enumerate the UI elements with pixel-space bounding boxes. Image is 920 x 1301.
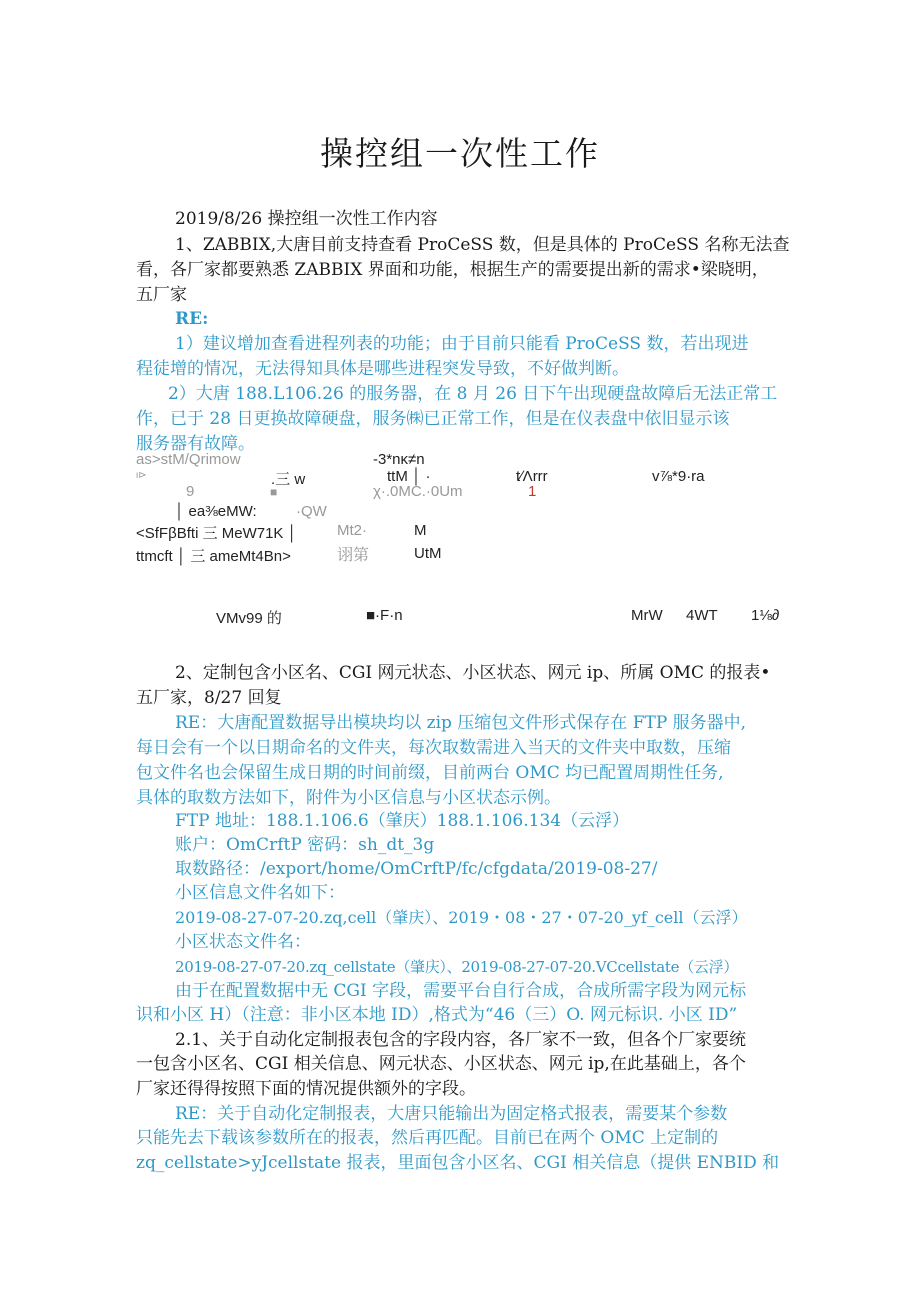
re3-line2: 每日会有一个以日期命名的文件夹，每次取数需进入当天的文件夹中取数，压缩 <box>136 738 731 758</box>
garbled-text: 诩第 <box>337 547 370 564</box>
re2-line2: 作，已于 28 日更换故障硬盘，服务㈱已正常工作，但是在仪表盘中依旧显示该 <box>136 409 730 429</box>
item1-line2: 看，各厂家都要熟悉 ZABBIX 界面和功能，根据生产的需要提出新的需求•梁晓明， <box>136 260 769 280</box>
re3-line1: RE：大唐配置数据导出模块均以 zip 压缩包文件形式保存在 FTP 服务器中, <box>175 713 747 733</box>
garbled-text: .三 w <box>271 471 306 488</box>
garbled-text: 1⅛∂ <box>751 607 780 624</box>
garbled-text: t∕Λrrr <box>516 468 548 485</box>
cell-info-label: 小区信息文件名如下： <box>175 883 345 903</box>
garbled-text: 9 <box>186 483 195 500</box>
item21-line3: 厂家还得得按照下面的情况提供额外的字段。 <box>136 1079 476 1099</box>
re1-line2: 程徒增的情况，无法得知具体是哪些进程突发导致，不好做判断。 <box>136 359 629 379</box>
garbled-text: -3*nκ≠n <box>373 451 425 468</box>
item2-line1: 2、定制包含小区名、CGI 网元状态、小区状态、网元 ip、所属 OMC 的报表• <box>175 663 771 683</box>
garbled-text: M <box>414 522 427 539</box>
garbled-text: Mt2· <box>337 522 367 539</box>
page-title: 操控组一次性工作 <box>320 134 600 173</box>
garbled-text: 1 <box>528 483 537 500</box>
garbled-text: ttmcft │ 三 ameMt4Bn> <box>136 548 291 565</box>
cgi-note-line1: 由于在配置数据中无 CGI 字段，需要平台自行合成，合成所需字段为网元标 <box>175 981 747 1001</box>
re1-line1: 1）建议增加查看进程列表的功能；由于目前只能看 ProCeSS 数，若出现进 <box>175 334 749 354</box>
garbled-text: ·QW <box>296 503 327 520</box>
cgi-note-line2: 识和小区 H）（注意：非小区本地 ID）,格式为“46（三）O. 网元标识. 小区 ID” <box>136 1005 738 1025</box>
garbled-text: ι⊳ <box>136 470 147 481</box>
garbled-text: MrW <box>631 607 663 624</box>
item21-line2: 一包含小区名、CGI 相关信息、网元状态、小区状态、网元 ip,在此基础上，各个 <box>136 1054 746 1074</box>
garbled-text: ■·F·n <box>366 607 403 624</box>
garbled-text: as>stM/Qrimow <box>136 451 241 468</box>
cell-state-label: 小区状态文件名： <box>175 932 311 952</box>
garbled-text: χ·.0MC.·0Um <box>373 483 463 500</box>
item1-line3: 五厂家 <box>136 285 187 305</box>
garbled-text: ttM │ · <box>387 468 431 485</box>
re2-line1: 2）大唐 188.L106.26 的服务器，在 8 月 26 日下午出现硬盘故障后无法正常工 <box>168 384 778 404</box>
re4-line3: zq_cellstate>yJcellstate 报表，里面包含小区名、CGI 相关信息（提供 ENBID 和 <box>136 1153 780 1173</box>
garbled-text: v⅞*9·ra <box>652 468 705 485</box>
re3-line3: 包文件名也会保留生成日期的时间前缀，目前两台 OMC 均已配置周期性任务, <box>136 763 724 783</box>
item1-line1: 1、ZABBIX,大唐目前支持查看 ProCeSS 数，但是具体的 ProCeSS 名称无法查 <box>175 235 790 255</box>
garbled-text: UtM <box>414 545 442 562</box>
ftp-address: FTP 地址：188.1.106.6（肇庆）188.1.106.134（云浮） <box>175 811 630 831</box>
garbled-text: ■ <box>270 485 278 499</box>
cell-info-files: 2019-08-27-07-20.zq,cell（肇庆）、2019・08・27・07-20_yf_cell（云浮） <box>175 908 748 927</box>
garbled-text: VMv99 的 <box>216 610 282 627</box>
garbled-text: │ ea⅜eMW: <box>175 503 257 520</box>
ftp-path: 取数路径：/export/home/OmCrftP/fc/cfgdata/2019-08-27/ <box>175 859 658 879</box>
re3-line4: 具体的取数方法如下，附件为小区信息与小区状态示例。 <box>136 788 561 808</box>
cell-state-files: 2019-08-27-07-20.zq_cellstate（肇庆）、2019-08-27-07-20.VCcellstate（云浮） <box>175 958 739 976</box>
re4-line2: 只能先去下载该参数所在的报表，然后再匹配。目前已在两个 OMC 上定制的 <box>136 1128 719 1148</box>
item2-line2: 五厂家，8/27 回复 <box>136 688 282 708</box>
intro-line: 2019/8/26 操控组一次性工作内容 <box>175 209 438 229</box>
re4-line1: RE：关于自动化定制报表，大唐只能输出为固定格式报表，需要某个参数 <box>175 1104 728 1124</box>
item21-line1: 2.1、关于自动化定制报表包含的字段内容，各厂家不一致，但各个厂家要统 <box>175 1030 747 1050</box>
re2-line3: 服务器有故障。 <box>136 434 255 454</box>
ftp-account: 账户：OmCrftP 密码：sh_dt_3g <box>175 835 435 855</box>
re-label: RE: <box>175 309 209 329</box>
garbled-text: <SfFβBfti 三 MeW71K │ <box>136 525 297 542</box>
garbled-text: 4WT <box>686 607 718 624</box>
